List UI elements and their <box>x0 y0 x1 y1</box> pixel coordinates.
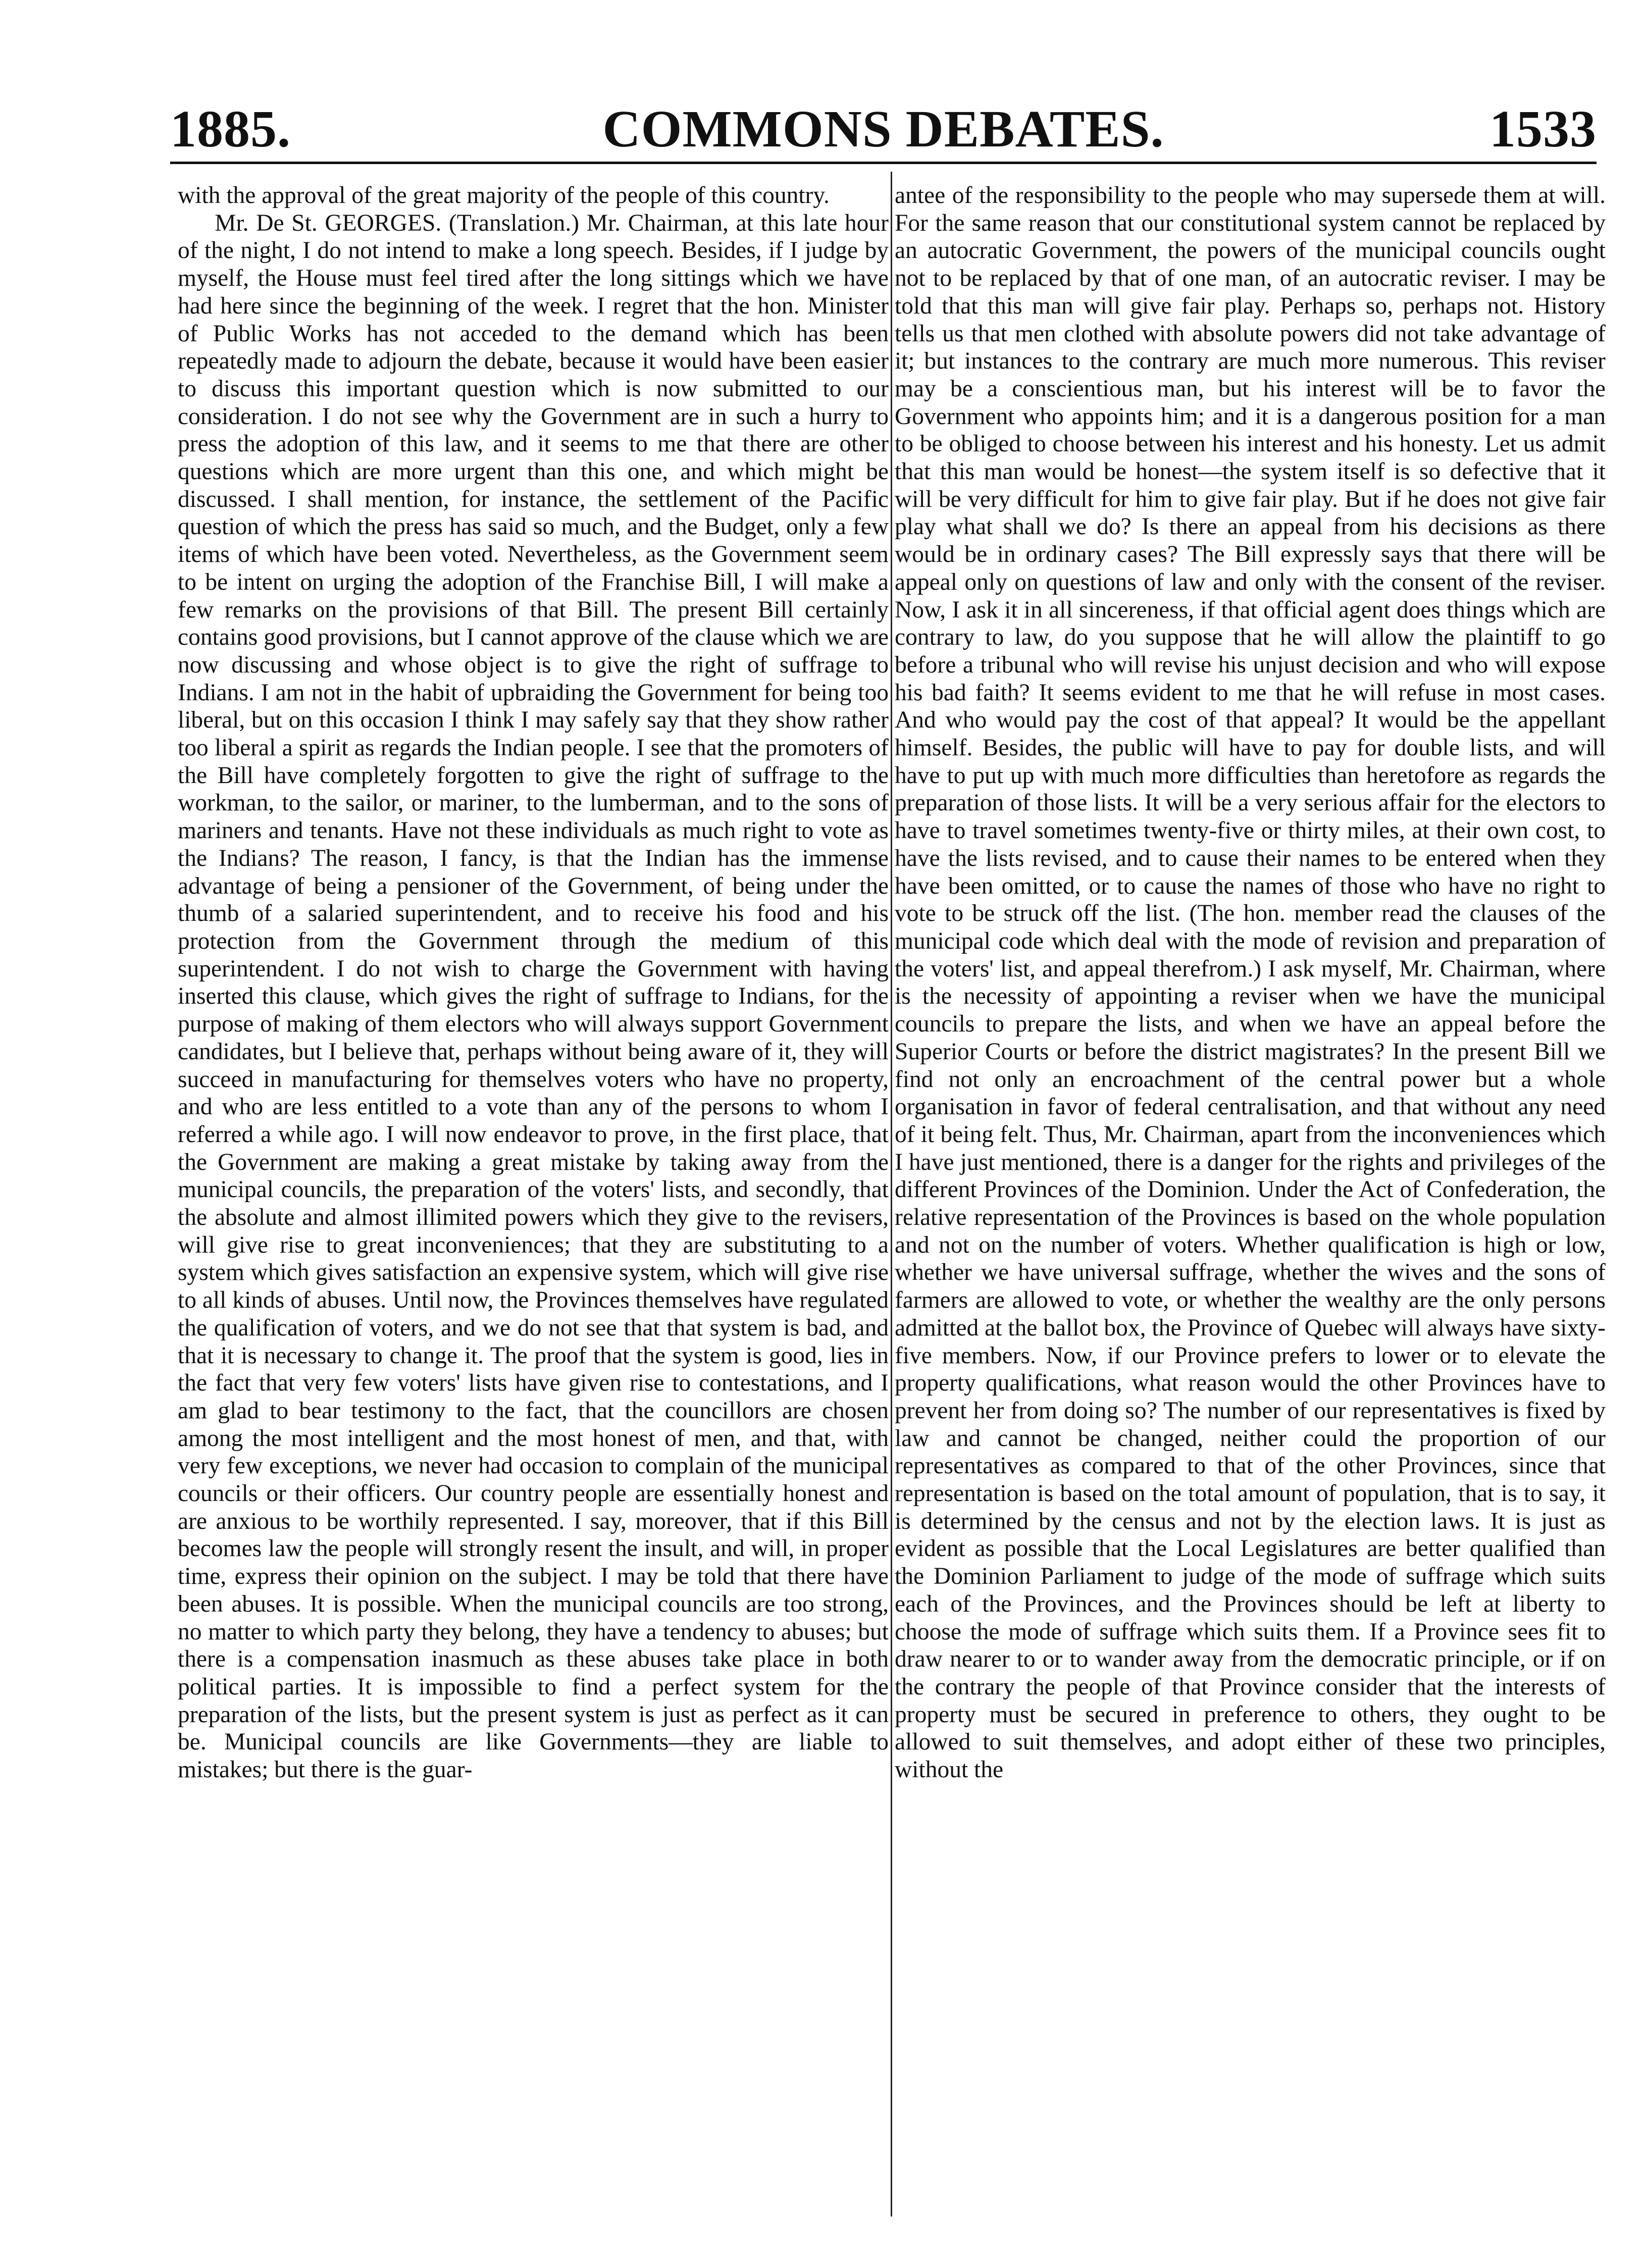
header-rule <box>170 162 1597 164</box>
left-column <box>178 182 889 1784</box>
left-column-text: with the approval of the great majority of the people of this country. Mr. De St. GEORGES. (Translation.) Mr. Chairman, at this late hour of the night, I do not intend to make a long speech. Besides, if I judge by myself, the House must feel tired after the long sittings which we have had here since the beginning of the week. I regret that the hon. Minister of Public Works has not acceded to the demand which has been repeatedly made to adjourn the debate, because it would have been easier to discuss this important question which is now submitted to our consideration. I do not see why the Government are in such a hurry to press the adoption of this law, and it seems to me that there are other questions which are more urgent than this one, and which might be discussed. I shall mention, for instance, the settlement of the Pacific question of which the press has said so much, and the Budget, only a few items of which have been voted. Nevertheless, as the Government seem to be intent on urging the adoption of the Franchise Bill, I will make a few remarks on the provisions of that Bill. The present Bill certainly contains good provisions, but I cannot approve of the clause which we are now discussing and whose object is to give the right of suffrage to Indians. I am not in the habit of upbraiding the Government for being too liberal, but on this occasion I think I may safely say that they show rather too liberal a spirit as regards the Indian people. I see that the promoters of the Bill have completely forgotten to give the right of suffrage to the workman, to the sailor, or mariner, to the lumberman, and to the sons of mariners and tenants. Have not these individuals as much right to vote as the Indians? The reason, I fancy, is that the Indian has the immense advantage of being a pensioner of the Government, of being under the thumb of a salaried superintendent, and to receive his food and his protection from the Government through the medium of this superintendent. I do not wish to charge the Government with having inserted this clause, which gives the right of suffrage to Indians, for the purpose of making of them electors who will always support Government candidates, but I believe that, perhaps without being aware of it, they will succeed in manufacturing for themselves voters who have no property, and who are less entitled to a vote than any of the persons to whom I referred a while ago. I will now endeavor to prove, in the first place, that the Government are making a great mistake by taking away from the municipal councils, the preparation of the voters' lists, and secondly, that the absolute and almost illimited powers which they give to the revisers, will give rise to great inconveniences; that they are substituting to a system which gives satisfaction an expensive system, which will give rise to all kinds of abuses. Until now, the Provinces themselves have regulated the qualification of voters, and we do not see that that system is bad, and that it is necessary to change it. The proof that the system is good, lies in the fact that very few voters' lists have given rise to contestations, and I am glad to bear testimony to the fact, that the councillors are chosen among the most intelligent and the most honest of men, and that, with very few exceptions, we never had occasion to complain of the municipal councils or their officers. Our country people are essentially honest and are anxious to be worthily represented. I say, moreover, that if this Bill becomes law the people will strongly resent the insult, and will, in proper time, express their opinion on the subject. I may be told that there have been abuses. It is possible. When the municipal councils are too strong, no matter to which party they belong, they have a tendency to abuses; but there is a compensation inasmuch as these abuses take place in both political parties. It is impossible to find a perfect system for the preparation of the lists, but the present system is just as perfect as it can be. Municipal councils are like Governments—they are liable to mistakes; but there is the guar- <box>178 182 889 1783</box>
right-column-text: antee of the responsibility to the people who may supersede them at will. For the same reason that our constitutional system cannot be replaced by an autocratic Government, the powers of the municipal councils ought not to be replaced by that of one man, of an autocratic reviser. I may be told that this man will give fair play. Perhaps so, perhaps not. History tells us that men clothed with absolute powers did not take advantage of it; but instances to the contrary are much more numerous. This reviser may be a conscientious man, but his interest will be to favor the Government who appoints him; and it is a dangerous position for a man to be obliged to choose between his interest and his honesty. Let us admit that this man would be honest—the system itself is so defective that it will be very difficult for him to give fair play. But if he does not give fair play what shall we do? Is there an appeal from his decisions as there would be in ordinary cases? The Bill expressly says that there will be appeal only on questions of law and only with the consent of the reviser. Now, I ask it in all sincereness, if that official agent does things which are contrary to law, do you suppose that he will allow the plaintiff to go before a tribunal who will revise his unjust decision and who will expose his bad faith? It seems evident to me that he will refuse in most cases. And who would pay the cost of that appeal? It would be the appellant himself. Besides, the public will have to pay for double lists, and will have to put up with much more difficulties than heretofore as regards the preparation of those lists. It will be a very serious affair for the electors to have to travel sometimes twenty-five or thirty miles, at their own cost, to have the lists revised, and to cause their names to be entered when they have been omitted, or to cause the names of those who have no right to vote to be struck off the list. (The hon. member read the clauses of the municipal code which deal with the mode of revision and preparation of the voters' list, and appeal therefrom.) I ask myself, Mr. Chairman, where is the necessity of appointing a reviser when we have the municipal councils to prepare the lists, and when we have an appeal before the Superior Courts or before the district magistrates? In the present Bill we find not only an encroachment of the central power but a whole organisation in favor of federal centralisation, and that without any need of it being felt. Thus, Mr. Chairman, apart from the inconveniences which I have just mentioned, there is a danger for the rights and privileges of the different Provinces of the Dominion. Under the Act of Confederation, the relative representation of the Provinces is based on the whole population and not on the number of voters. Whether qualification is high or low, whether we have universal suffrage, whether the wives and the sons of farmers are allowed to vote, or whether the wealthy are the only persons admitted at the ballot box, the Province of Quebec will always have sixty-five members. Now, if our Province prefers to lower or to elevate the property qualifications, what reason would the other Provinces have to prevent her from doing so? The number of our representatives is fixed by law and cannot be changed, neither could the proportion of our representatives as compared to that of the other Provinces, since that representation is based on the total amount of population, that is to say, it is determined by the census and not by the election laws. It is just as evident as possible that the Local Legislatures are better qualified than the Dominion Parliament to judge of the mode of suffrage which suits each of the Provinces, and the Provinces should be left at liberty to choose the mode of suffrage which suits them. If a Province sees fit to draw nearer to or to wander away from the democratic principle, or if on the contrary the people of that Province consider that the interests of property must be secured in preference to others, they ought to be allowed to suit themselves, and adopt either of these two principles, without the <box>895 182 1606 1783</box>
header-year: 1885. <box>170 100 291 158</box>
right-column <box>895 182 1606 1784</box>
page-header <box>170 99 1597 160</box>
header-title: COMMONS DEBATES. <box>602 100 1164 158</box>
header-page-number: 1533 <box>1489 100 1597 158</box>
